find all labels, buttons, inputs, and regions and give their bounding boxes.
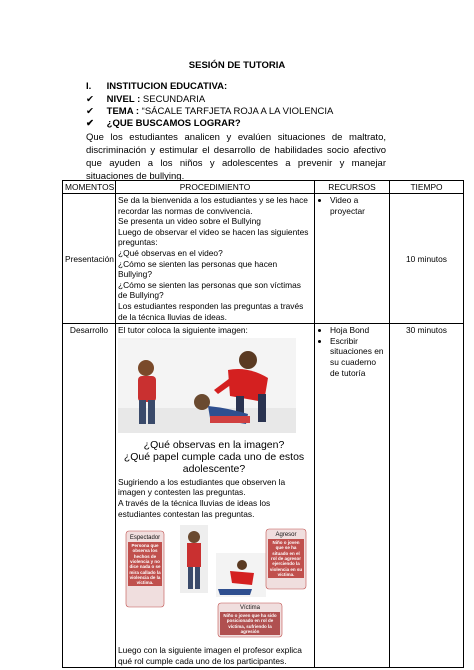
roles-diagram	[118, 523, 310, 641]
proc-closing: Luego con la siguiente imagen el profesor explica qué rol cumple cada uno de los participantes.	[118, 645, 302, 666]
agresor-label	[268, 531, 304, 578]
nivel-value: SECUNDARIA	[142, 94, 206, 105]
proc-line: A través de la técnica lluvias de ideas los estudiantes contestan las preguntas.	[118, 497, 271, 519]
recursos-desarrollo	[315, 324, 390, 668]
nivel-line	[86, 94, 205, 105]
proc-line: Se da la bienvenida a los estudiantes y se les hace recordar las normas de convivencia.	[118, 195, 308, 216]
agresor-title: Agresor	[275, 532, 297, 539]
proc-line: Luego de observar el video se hacen las siguientes preguntas:	[118, 226, 309, 248]
momento-presentacion: Presentación	[63, 194, 116, 324]
tema-sep: :	[133, 106, 142, 117]
section-title: INSTITUCION EDUCATIVA:	[106, 81, 228, 92]
procedimiento-desarrollo	[116, 324, 315, 668]
tema-line	[86, 106, 333, 117]
objetivo-line	[86, 118, 241, 129]
recurso-item: • Escribir situaciones en su cuaderno de tutoría	[330, 336, 387, 378]
header-momentos: MOMENTOS	[63, 181, 116, 194]
bullying-photo	[118, 338, 296, 433]
proc-line: Sugiriendo a los estudiantes que observen la imagen y contesten las preguntas.	[118, 476, 286, 498]
espectador-text: Persona que observa los hechos de violencia y no dice nada o se mira callado la violencia de la víctima.	[129, 543, 161, 586]
checkmark-icon: ✔	[86, 118, 94, 129]
proc-line: ¿Cómo se sienten las personas que son víctimas de Bullying?	[118, 279, 301, 301]
question-box	[118, 439, 310, 475]
recursos-presentacion	[315, 194, 390, 324]
victima-text: Niño o joven que ha sido posicionado en rol de víctima, sufriendo la agresión	[220, 612, 280, 635]
procedimiento-presentacion	[116, 194, 315, 324]
question-2: ¿Qué papel cumple cada uno de estos adolescente?	[123, 450, 305, 475]
header-recursos: RECURSOS	[315, 181, 390, 194]
tiempo-desarrollo: 30 minutos	[390, 324, 464, 668]
proc-line: Se presenta un video sobre el Bullying	[118, 216, 261, 227]
recurso-item: • Hoja Bond	[330, 325, 387, 336]
question-1: ¿Qué observas en la imagen?	[143, 438, 285, 451]
objetivo-label: ¿QUE BUSCAMOS LOGRAR?	[106, 118, 241, 129]
tema-label: TEMA	[106, 106, 134, 117]
section-heading	[86, 81, 227, 92]
bullying-illustration	[118, 338, 296, 433]
proc-intro: El tutor coloca la siguiente imagen:	[118, 325, 248, 336]
espectador-label	[128, 534, 162, 586]
header-procedimiento: PROCEDIMIENTO	[116, 181, 315, 194]
section-number: I.	[86, 81, 92, 92]
espectador-title: Espectador	[129, 535, 161, 542]
victima-title: Víctima	[239, 605, 260, 612]
session-table	[62, 180, 464, 668]
checkmark-icon: ✔	[86, 106, 94, 117]
nivel-sep: :	[134, 94, 143, 105]
proc-line: ¿Qué observas en el video?	[118, 247, 223, 258]
tiempo-presentacion: 10 minutos	[390, 194, 464, 324]
page-title: SESIÓN DE TUTORIA	[188, 60, 286, 71]
table-header-row	[63, 181, 464, 194]
tema-value: “SÁCALE TARFJETA ROJA A LA VIOLENCIA	[141, 106, 334, 117]
proc-line: Los estudiantes responden las preguntas a través de la técnica lluvias de ideas.	[118, 300, 304, 322]
proc-line: ¿Cómo se sienten las personas que hacen Bullying?	[118, 258, 278, 280]
agresor-text: Niño o joven que se ha situado en el rol de agresor ejerciendo la violencia en su víctima.	[269, 540, 303, 577]
momento-desarrollo: Desarrollo	[63, 324, 116, 668]
nivel-label: NIVEL	[106, 94, 135, 105]
header-tiempo: TIEMPO	[390, 181, 464, 194]
objective-paragraph: Que los estudiantes analicen y evalúen situaciones de maltrato, discriminación y estimular el desarrollo de habilidades socio afectivo que ayuden a los niños y adolescentes a prevenir y manejar situaciones de bullying.	[86, 132, 386, 182]
table-row	[63, 324, 464, 668]
victima-label	[220, 604, 280, 635]
table-row	[63, 194, 464, 324]
recurso-item: • Video a proyectar	[330, 195, 387, 216]
checkmark-icon: ✔	[86, 94, 94, 105]
